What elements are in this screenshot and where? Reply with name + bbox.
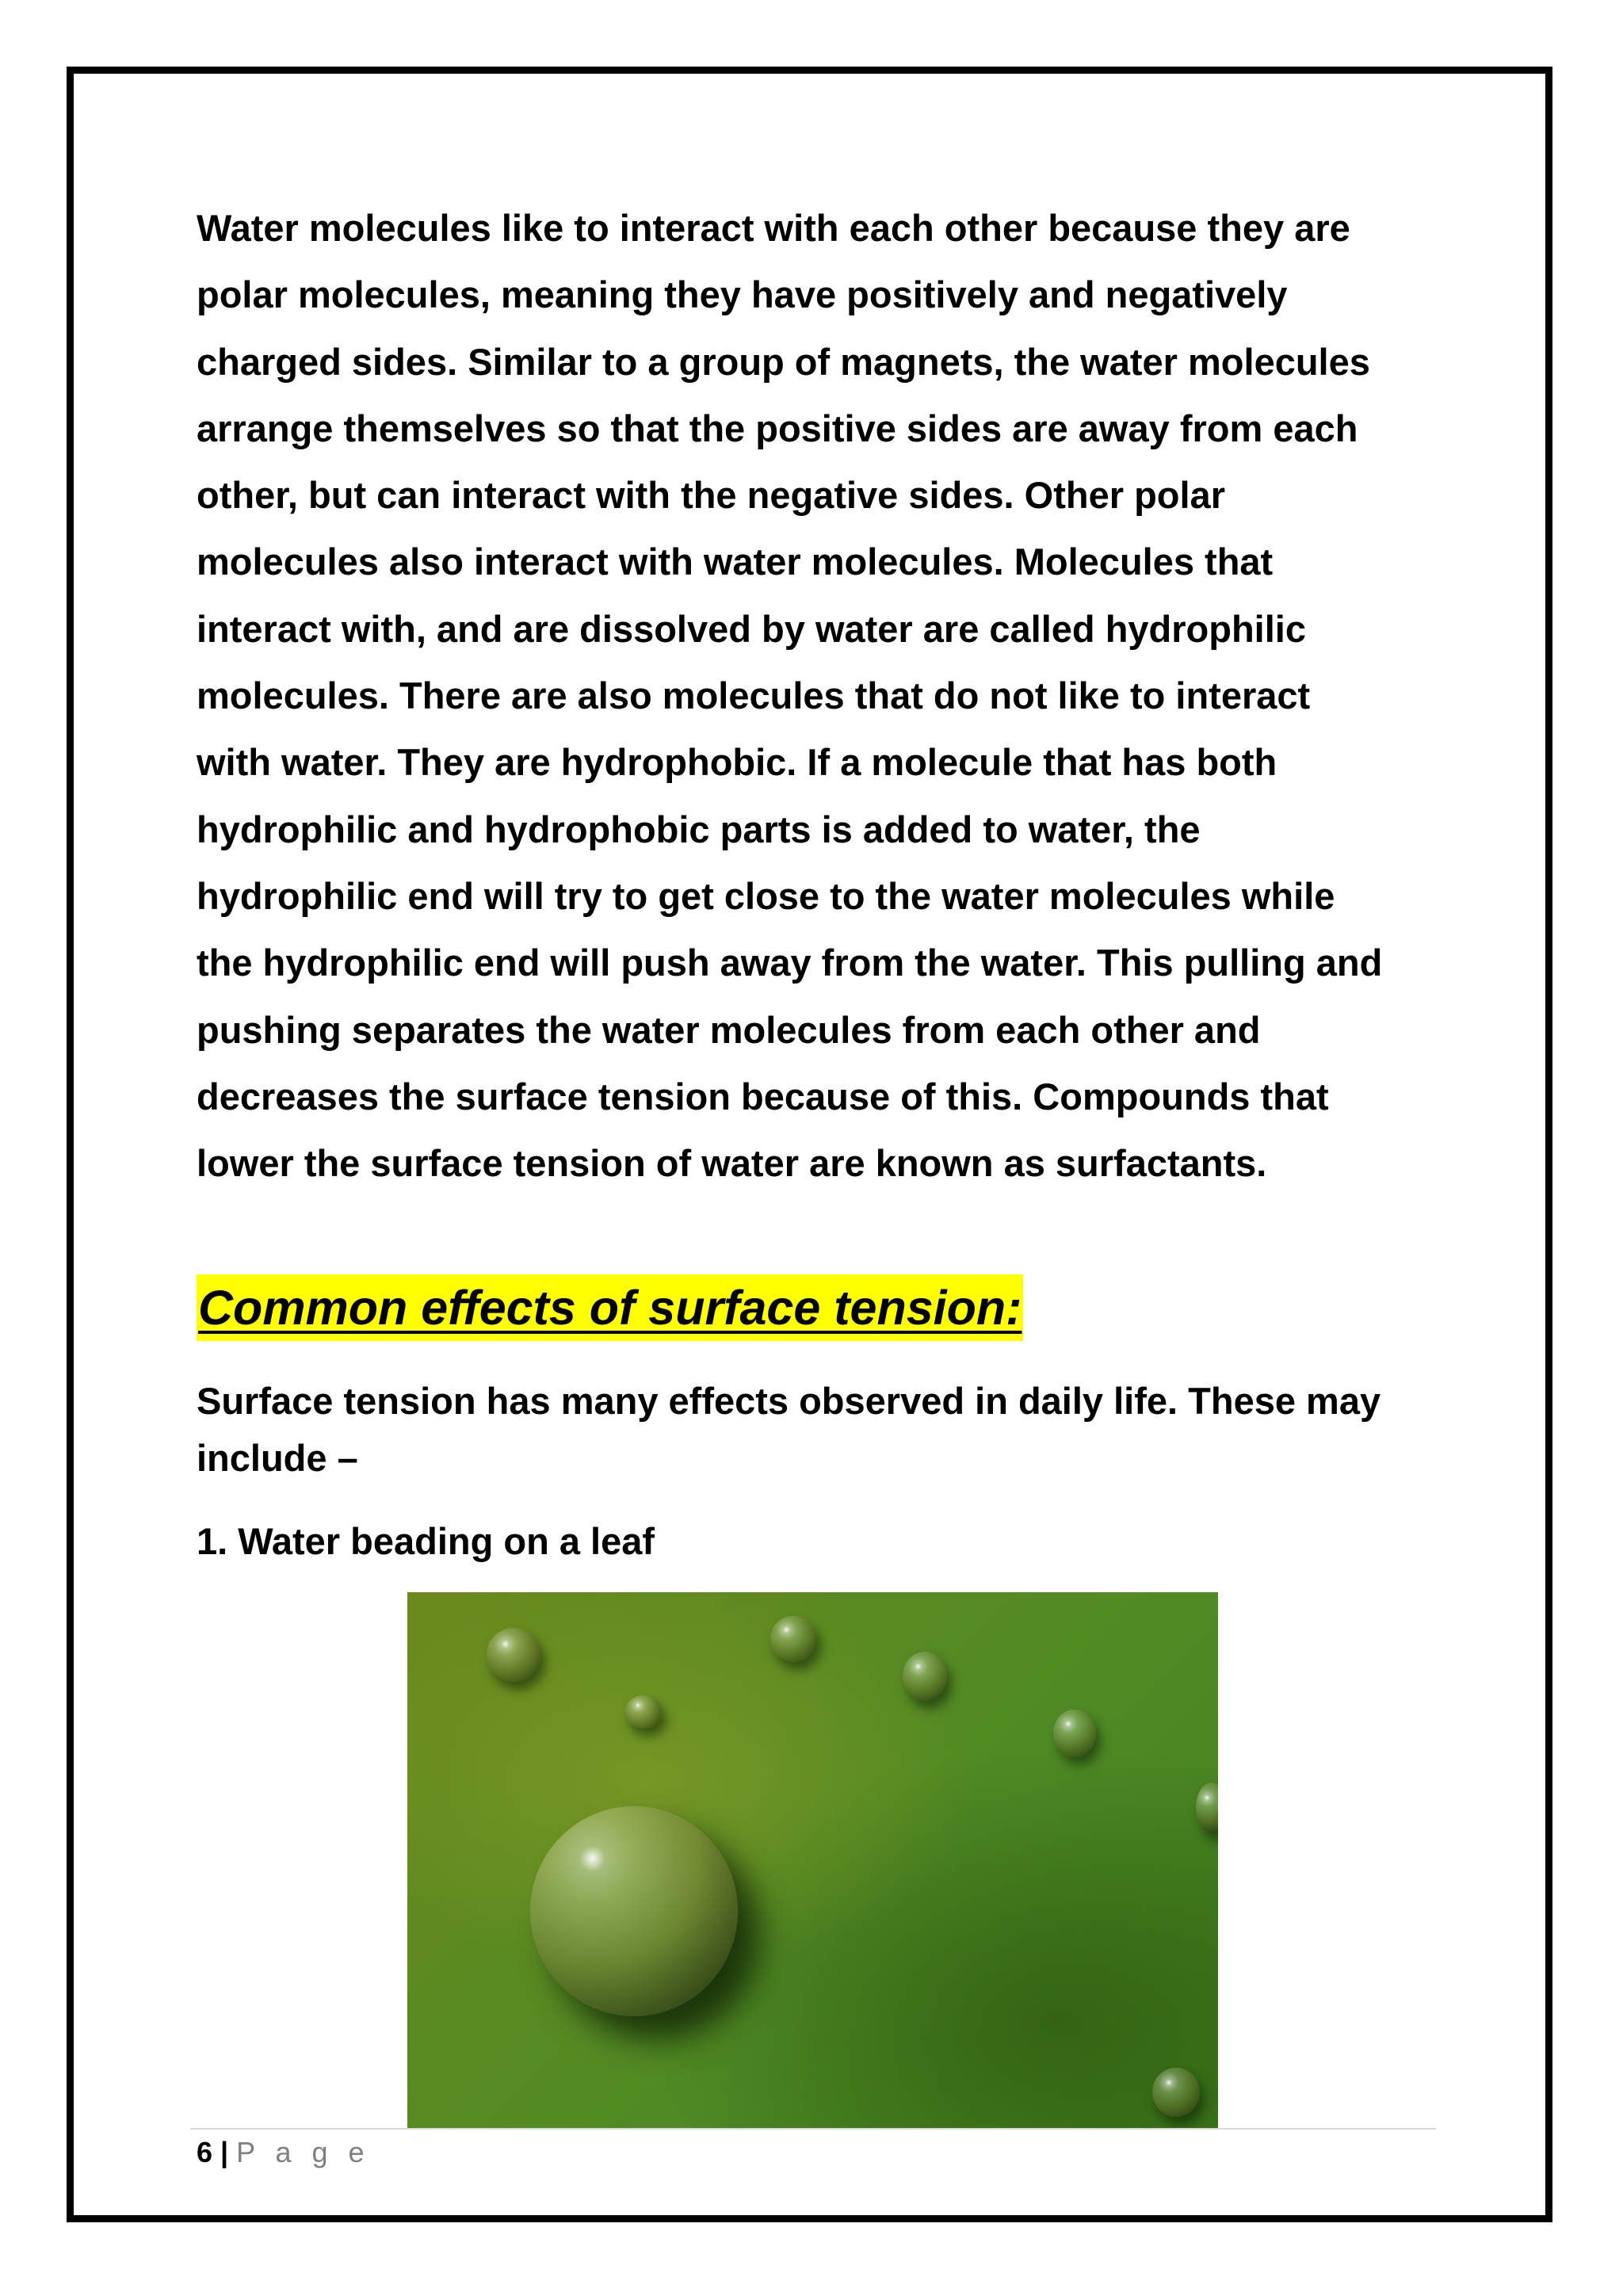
- paragraph-line: Water molecules like to interact with each other because they are: [197, 207, 1350, 249]
- paragraph-line: other, but can interact with the negative sides. Other polar: [197, 474, 1225, 517]
- paragraph-line: interact with, and are dissolved by water are called hydrophilic: [197, 607, 1306, 650]
- paragraph-line: hydrophilic and hydrophobic parts is added to water, the: [197, 808, 1201, 850]
- water-droplet-large: [530, 1806, 738, 2016]
- water-droplet: [903, 1652, 947, 1701]
- water-droplet: [625, 1695, 662, 1729]
- intro-paragraph: Surface tension has many effects observed in daily life. These may include –: [197, 1380, 1381, 1479]
- paragraph-line: the hydrophilic end will push away from the water. This pulling and: [197, 942, 1383, 984]
- paragraph-line: lower the surface tension of water are known as surfactants.: [197, 1142, 1267, 1185]
- paragraph-line: with water. They are hydrophobic. If a molecule that has both: [197, 741, 1277, 784]
- paragraph-line: charged sides. Similar to a group of magnets, the water molecules: [197, 340, 1370, 383]
- water-droplet: [1053, 1710, 1096, 1757]
- page-number: 6: [197, 2136, 213, 2168]
- water-droplet: [770, 1616, 816, 1662]
- paragraph-line: polar molecules, meaning they have positively and negatively: [197, 273, 1288, 316]
- water-droplet: [487, 1628, 540, 1682]
- paragraph-line: decreases the surface tension because of this. Compounds that: [197, 1075, 1329, 1117]
- water-droplet: [1196, 1782, 1218, 1833]
- section-heading: Common effects of surface tension:: [197, 1274, 1023, 1341]
- paragraph-line: molecules also interact with water molecules. Molecules that: [197, 541, 1274, 583]
- page-footer: [197, 2134, 371, 2171]
- leaf-droplets-photo: [407, 1592, 1218, 2129]
- paragraph-line: pushing separates the water molecules from each other and: [197, 1008, 1261, 1051]
- body-paragraph: [197, 195, 1449, 1197]
- list-item-water-beading: 1. Water beading on a leaf: [197, 1520, 655, 1562]
- footer-separator: |: [220, 2136, 229, 2168]
- water-droplet: [1152, 2068, 1200, 2117]
- page-label: P a g e: [236, 2136, 371, 2168]
- footer-divider: [190, 2128, 1436, 2130]
- paragraph-line: arrange themselves so that the positive sides are away from each: [197, 407, 1358, 449]
- paragraph-line: molecules. There are also molecules that do not like to interact: [197, 674, 1311, 717]
- paragraph-line: hydrophilic end will try to get close to the water molecules while: [197, 874, 1335, 917]
